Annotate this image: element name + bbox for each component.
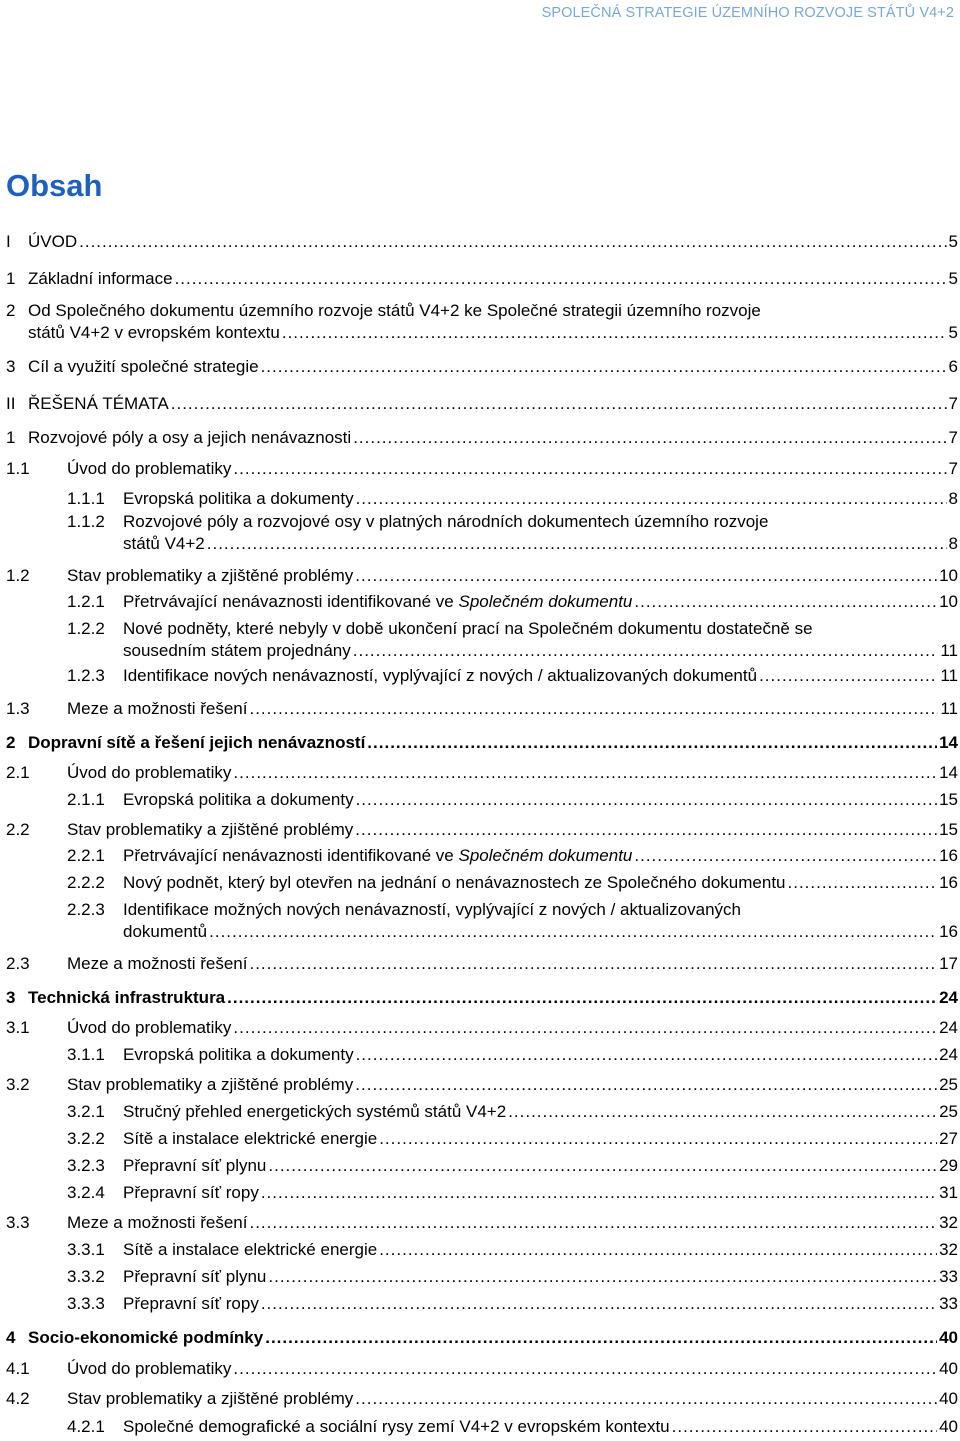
toc-entry-number: 2 xyxy=(6,301,16,320)
toc-entry-number: 3.2.3 xyxy=(67,1156,105,1175)
toc-dot-leader xyxy=(355,819,937,841)
toc-entry-page: 40 xyxy=(939,1359,958,1378)
toc-entry-title: Rozvojové póly a osy a jejich nenávaznosti xyxy=(28,428,352,447)
toc-entry-number: 3.3.3 xyxy=(67,1294,105,1313)
toc-entry-page: 5 xyxy=(948,269,958,288)
toc-dot-leader xyxy=(233,1358,937,1380)
toc-dot-leader xyxy=(788,872,938,894)
toc-entry[interactable] xyxy=(0,1182,960,1204)
toc-entry[interactable] xyxy=(0,762,960,784)
toc-entry-number: 2.2.2 xyxy=(67,873,105,892)
toc-entry-title: Socio-ekonomické podmínky xyxy=(28,1328,264,1347)
toc-entry-page: 7 xyxy=(948,394,958,413)
toc-entry[interactable] xyxy=(0,427,960,449)
toc-entry-number: 1.3 xyxy=(6,699,30,718)
toc-entry-number: 2.3 xyxy=(6,954,30,973)
toc-entry-title: ÚVOD xyxy=(28,232,78,251)
toc-entry-page: 25 xyxy=(939,1102,958,1121)
toc-dot-leader xyxy=(227,987,937,1009)
toc-entry[interactable] xyxy=(0,356,960,378)
toc-dot-leader xyxy=(634,845,937,867)
toc-entry-page: 15 xyxy=(939,820,958,839)
toc-dot-leader xyxy=(249,953,937,975)
toc-entry-title: Stav problematiky a zjištěné problémy xyxy=(67,1075,354,1094)
toc-dot-leader xyxy=(171,393,947,415)
toc-entry-title-emphasis: Společném dokumentu xyxy=(458,592,633,611)
toc-entry-title: Nové podněty, které nebyly v době ukončení prací na Společném dokumentu dostatečně se xyxy=(123,619,813,638)
toc-entry-number: 2.1 xyxy=(6,763,30,782)
toc-dot-leader xyxy=(233,762,937,784)
toc-entry-number: 3.2.1 xyxy=(67,1102,105,1121)
toc-entry-page: 32 xyxy=(939,1213,958,1232)
toc-entry[interactable] xyxy=(0,819,960,841)
toc-dot-leader xyxy=(249,698,938,720)
toc-dot-leader xyxy=(233,1017,937,1039)
toc-entry-number: 3 xyxy=(6,357,16,376)
toc-entry-title: Přetrvávající nenávaznosti identifikované ve xyxy=(123,592,454,611)
toc-entry-title: Stručný přehled energetických systémů států V4+2 xyxy=(123,1102,507,1121)
toc-entry-page: 17 xyxy=(939,954,958,973)
toc-entry[interactable] xyxy=(0,1266,960,1288)
toc-entry[interactable] xyxy=(0,268,960,290)
toc-dot-leader xyxy=(355,1074,937,1096)
toc-entry-page: 24 xyxy=(939,1045,958,1064)
toc-dot-leader xyxy=(356,789,938,811)
toc-entry-number: 3.1 xyxy=(6,1018,30,1037)
toc-entry-number: 3.2 xyxy=(6,1075,30,1094)
toc-entry-number: I xyxy=(6,232,11,251)
toc-entry-number: 1.2.1 xyxy=(67,592,105,611)
toc-entry[interactable] xyxy=(0,591,960,613)
toc-entry-page: 10 xyxy=(939,566,958,585)
toc-entry-title: Identifikace nových nenávazností, vyplývající z nových / aktualizovaných dokumentů xyxy=(123,666,758,685)
toc-dot-leader xyxy=(261,356,947,378)
toc-entry-title: Od Společného dokumentu územního rozvoje států V4+2 ke Společné strategii územního rozvoje xyxy=(28,301,761,320)
toc-dot-leader xyxy=(282,322,947,344)
toc-dot-leader xyxy=(353,427,946,449)
toc-entry-number: 3.1.1 xyxy=(67,1045,105,1064)
toc-entry[interactable] xyxy=(0,987,960,1009)
toc-entry-page: 40 xyxy=(939,1417,958,1436)
toc-entry-number: 4.2.1 xyxy=(67,1417,105,1436)
toc-entry-title: Technická infrastruktura xyxy=(28,988,226,1007)
toc-dot-leader xyxy=(79,231,946,253)
toc-dot-leader xyxy=(634,591,937,613)
toc-entry[interactable] xyxy=(0,665,960,687)
toc-entry-page: 8 xyxy=(948,534,958,553)
toc-dot-leader xyxy=(367,732,937,754)
toc-entry[interactable] xyxy=(0,300,960,344)
toc-entry-title: Přepravní síť plynu xyxy=(123,1156,267,1175)
toc-entry-number: 3.2.4 xyxy=(67,1183,105,1202)
toc-entry-page: 11 xyxy=(940,666,958,685)
toc-entry-number: 1.2.3 xyxy=(67,666,105,685)
toc-dot-leader xyxy=(268,1155,937,1177)
toc-dot-leader xyxy=(379,1239,937,1261)
toc-entry-number: II xyxy=(6,394,16,413)
toc-entry-title: Úvod do problematiky xyxy=(67,763,232,782)
toc-entry-number: 1 xyxy=(6,269,16,288)
toc-dot-leader xyxy=(261,1293,937,1315)
toc-entry[interactable] xyxy=(0,1293,960,1315)
toc-entry-title: Stav problematiky a zjištěné problémy xyxy=(67,1389,354,1408)
toc-entry-title: Stav problematiky a zjištěné problémy xyxy=(67,566,354,585)
toc-entry[interactable] xyxy=(0,511,960,555)
toc-entry[interactable] xyxy=(0,1101,960,1123)
toc-entry-number: 3.3.1 xyxy=(67,1240,105,1259)
toc-entry-number: 2 xyxy=(6,733,16,752)
toc-entry[interactable] xyxy=(0,872,960,894)
toc-entry-title: Evropská politika a dokumenty xyxy=(123,790,354,809)
toc-entry[interactable] xyxy=(0,1388,960,1410)
toc-entry-title: Úvod do problematiky xyxy=(67,459,232,478)
toc-dot-leader xyxy=(353,640,939,662)
toc-dot-leader xyxy=(207,533,947,555)
toc-entry[interactable] xyxy=(0,1074,960,1096)
toc-entry-title: Sítě a instalace elektrické energie xyxy=(123,1129,378,1148)
page-title: Obsah xyxy=(6,168,103,203)
toc-entry-page: 7 xyxy=(948,459,958,478)
running-header: SPOLEČNÁ STRATEGIE ÚZEMNÍHO ROZVOJE STÁTŮ V4+2 xyxy=(541,5,954,21)
toc-entry-page: 16 xyxy=(939,873,958,892)
toc-entry-page: 11 xyxy=(940,699,958,718)
toc-entry-page: 14 xyxy=(939,733,958,752)
toc-entry[interactable] xyxy=(0,698,960,720)
toc-entry-page: 10 xyxy=(939,592,958,611)
toc-entry-page: 16 xyxy=(939,846,958,865)
toc-entry[interactable] xyxy=(0,953,960,975)
toc-entry-title: Cíl a využití společné strategie xyxy=(28,357,259,376)
toc-entry-title: Nový podnět, který byl otevřen na jednání o nenávaznostech ze Společného dokumentu xyxy=(123,873,786,892)
toc-dot-leader xyxy=(175,268,947,290)
toc-entry[interactable] xyxy=(0,1044,960,1066)
toc-entry[interactable] xyxy=(0,1155,960,1177)
toc-entry-page: 33 xyxy=(939,1294,958,1313)
toc-entry-page: 33 xyxy=(939,1267,958,1286)
toc-entry-title-continued: států V4+2 xyxy=(123,534,205,553)
toc-entry-page: 16 xyxy=(939,922,958,941)
toc-entry[interactable] xyxy=(0,488,960,510)
toc-dot-leader xyxy=(672,1416,937,1438)
toc-entry-page: 40 xyxy=(939,1389,958,1408)
toc-entry-page: 5 xyxy=(948,232,958,251)
toc-entry-title: Přepravní síť ropy xyxy=(123,1294,259,1313)
toc-dot-leader xyxy=(356,488,947,510)
toc-entry[interactable] xyxy=(0,845,960,867)
toc-entry[interactable] xyxy=(0,789,960,811)
toc-entry-number: 4 xyxy=(6,1328,16,1347)
toc-dot-leader xyxy=(261,1182,937,1204)
toc-entry-title: Přepravní síť ropy xyxy=(123,1183,259,1202)
toc-entry-number: 3.2.2 xyxy=(67,1129,105,1148)
toc-entry-title: Meze a možnosti řešení xyxy=(67,699,248,718)
toc-entry-page: 11 xyxy=(940,641,958,660)
toc-entry[interactable] xyxy=(0,393,960,415)
toc-entry-number: 2.2 xyxy=(6,820,30,839)
toc-entry-title: Úvod do problematiky xyxy=(67,1018,232,1037)
toc-entry-title: Rozvojové póly a rozvojové osy v platných národních dokumentech územního rozvoje xyxy=(123,512,769,531)
toc-entry-page: 6 xyxy=(948,357,958,376)
toc-entry-page: 27 xyxy=(939,1129,958,1148)
toc-entry-page: 25 xyxy=(939,1075,958,1094)
toc-entry-title-continued: států V4+2 v evropském kontextu xyxy=(28,323,280,342)
toc-dot-leader xyxy=(209,921,937,943)
toc-entry-title: Sítě a instalace elektrické energie xyxy=(123,1240,378,1259)
toc-entry[interactable] xyxy=(0,618,960,662)
toc-dot-leader xyxy=(355,565,937,587)
toc-entry-title: Společné demografické a sociální rysy zemí V4+2 v evropském kontextu xyxy=(123,1417,670,1436)
toc-dot-leader xyxy=(265,1327,937,1349)
toc-entry[interactable] xyxy=(0,899,960,943)
toc-entry-title: Přepravní síť plynu xyxy=(123,1267,267,1286)
toc-entry-title-emphasis: Společném dokumentu xyxy=(458,846,633,865)
toc-entry-title: Přetrvávající nenávaznosti identifikované ve xyxy=(123,846,454,865)
toc-entry[interactable] xyxy=(0,1128,960,1150)
toc-dot-leader xyxy=(759,665,938,687)
toc-entry[interactable] xyxy=(0,1358,960,1380)
toc-entry-page: 32 xyxy=(939,1240,958,1259)
toc-entry-title: Základní informace xyxy=(28,269,173,288)
toc-entry-title: Dopravní sítě a řešení jejich nenávazností xyxy=(28,733,366,752)
toc-entry-title: Stav problematiky a zjištěné problémy xyxy=(67,820,354,839)
toc-entry-title: Meze a možnosti řešení xyxy=(67,954,248,973)
toc-entry[interactable] xyxy=(0,1327,960,1349)
toc-entry[interactable] xyxy=(0,1239,960,1261)
toc-entry-title: Meze a možnosti řešení xyxy=(67,1213,248,1232)
toc-entry-page: 24 xyxy=(939,1018,958,1037)
toc-entry-title-continued: sousedním státem projednány xyxy=(123,641,351,660)
toc-entry-page: 29 xyxy=(939,1156,958,1175)
toc-dot-leader xyxy=(249,1212,937,1234)
toc-entry[interactable] xyxy=(0,458,960,480)
toc-entry-page: 24 xyxy=(939,988,958,1007)
toc-entry-title-continued: dokumentů xyxy=(123,922,208,941)
toc-entry[interactable] xyxy=(0,732,960,754)
toc-entry-number: 1.1.2 xyxy=(67,512,105,531)
toc-dot-leader xyxy=(355,1388,937,1410)
toc-dot-leader xyxy=(356,1044,938,1066)
toc-entry-page: 5 xyxy=(948,323,958,342)
toc-entry[interactable] xyxy=(0,1017,960,1039)
toc-dot-leader xyxy=(379,1128,937,1150)
toc-entry-number: 1.1.1 xyxy=(67,489,105,508)
toc-dot-leader xyxy=(508,1101,937,1123)
toc-entry[interactable] xyxy=(0,565,960,587)
toc-entry-page: 40 xyxy=(939,1328,958,1347)
toc-entry-title: Úvod do problematiky xyxy=(67,1359,232,1378)
toc-entry-number: 3.3 xyxy=(6,1213,30,1232)
toc-entry-page: 14 xyxy=(939,763,958,782)
toc-entry[interactable] xyxy=(0,1212,960,1234)
toc-entry-number: 1.2.2 xyxy=(67,619,105,638)
toc-entry-number: 4.2 xyxy=(6,1389,30,1408)
toc-dot-leader xyxy=(268,1266,937,1288)
toc-entry-title: Evropská politika a dokumenty xyxy=(123,489,354,508)
toc-entry-page: 8 xyxy=(948,489,958,508)
toc-entry[interactable] xyxy=(0,1416,960,1438)
toc-entry[interactable] xyxy=(0,231,960,253)
toc-entry-number: 1.2 xyxy=(6,566,30,585)
toc-entry-number: 3 xyxy=(6,988,16,1007)
toc-entry-title: ŘEŠENÁ TÉMATA xyxy=(28,394,169,413)
toc-dot-leader xyxy=(233,458,946,480)
toc-entry-number: 3.3.2 xyxy=(67,1267,105,1286)
toc-entry-number: 4.1 xyxy=(6,1359,30,1378)
toc-entry-page: 15 xyxy=(939,790,958,809)
toc-entry-number: 1.1 xyxy=(6,459,30,478)
toc-entry-number: 1 xyxy=(6,428,16,447)
toc-entry-title: Identifikace možných nových nenávazností, vyplývající z nových / aktualizovaných xyxy=(123,900,741,919)
toc-entry-page: 7 xyxy=(948,428,958,447)
toc-entry-number: 2.1.1 xyxy=(67,790,105,809)
toc-entry-number: 2.2.3 xyxy=(67,900,105,919)
toc-entry-title: Evropská politika a dokumenty xyxy=(123,1045,354,1064)
toc-entry-page: 31 xyxy=(939,1183,958,1202)
toc-entry-number: 2.2.1 xyxy=(67,846,105,865)
